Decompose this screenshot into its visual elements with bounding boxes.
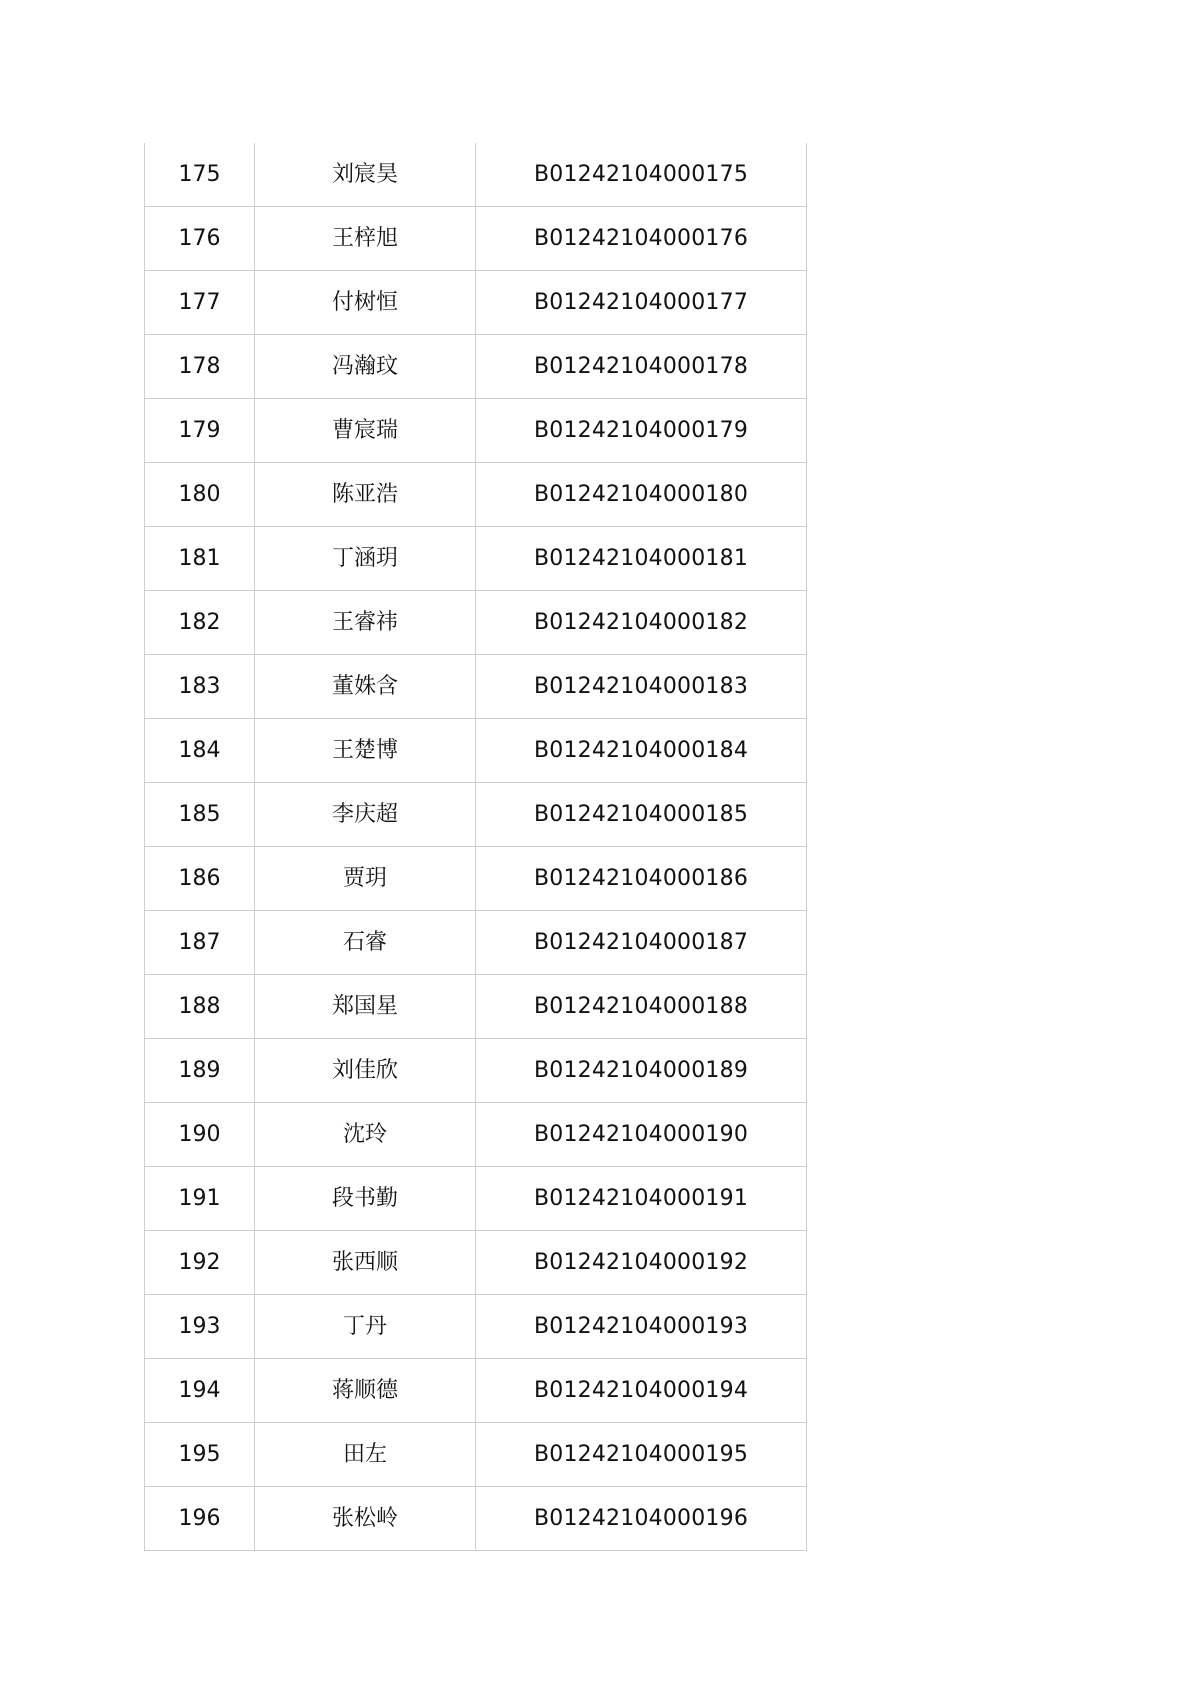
student-name-cell: 田左 [255,1423,476,1487]
student-id-cell: B01242104000180 [476,463,807,527]
row-number-cell: 185 [145,783,255,847]
student-id-cell: B01242104000195 [476,1423,807,1487]
student-id-cell: B01242104000175 [476,143,807,207]
row-number-cell: 177 [145,271,255,335]
table-row [145,719,807,783]
table-row [145,399,807,463]
table-row [145,1103,807,1167]
table-row [145,591,807,655]
row-number-cell: 189 [145,1039,255,1103]
student-id-cell: B01242104000181 [476,527,807,591]
student-id-cell: B01242104000183 [476,655,807,719]
table-row [145,655,807,719]
row-number-cell: 187 [145,911,255,975]
student-name-cell: 陈亚浩 [255,463,476,527]
student-name-cell: 丁丹 [255,1295,476,1359]
table-row [145,1487,807,1551]
student-name-cell: 董姝含 [255,655,476,719]
student-name-cell: 刘佳欣 [255,1039,476,1103]
student-id-cell: B01242104000189 [476,1039,807,1103]
table-row [145,463,807,527]
table-row [145,1231,807,1295]
student-name-cell: 王梓旭 [255,207,476,271]
student-name-cell: 段书勤 [255,1167,476,1231]
student-name-cell: 冯瀚玟 [255,335,476,399]
row-number-cell: 190 [145,1103,255,1167]
student-id-cell: B01242104000192 [476,1231,807,1295]
roster-table [144,143,807,1551]
student-name-cell: 石睿 [255,911,476,975]
row-number-cell: 179 [145,399,255,463]
student-name-cell: 沈玲 [255,1103,476,1167]
student-id-cell: B01242104000184 [476,719,807,783]
table-row [145,1167,807,1231]
row-number-cell: 176 [145,207,255,271]
student-id-cell: B01242104000176 [476,207,807,271]
table-row [145,271,807,335]
student-id-cell: B01242104000190 [476,1103,807,1167]
student-id-cell: B01242104000187 [476,911,807,975]
student-name-cell: 王楚博 [255,719,476,783]
table-row [145,975,807,1039]
table-row [145,1039,807,1103]
student-name-cell: 王睿祎 [255,591,476,655]
row-number-cell: 193 [145,1295,255,1359]
student-name-cell: 贾玥 [255,847,476,911]
row-number-cell: 178 [145,335,255,399]
row-number-cell: 194 [145,1359,255,1423]
table-row [145,527,807,591]
table-row [145,143,807,207]
table-row [145,783,807,847]
row-number-cell: 184 [145,719,255,783]
table-row [145,207,807,271]
row-number-cell: 182 [145,591,255,655]
student-id-cell: B01242104000185 [476,783,807,847]
row-number-cell: 180 [145,463,255,527]
row-number-cell: 191 [145,1167,255,1231]
student-id-cell: B01242104000178 [476,335,807,399]
table-row [145,1423,807,1487]
table-row [145,335,807,399]
student-name-cell: 丁涵玥 [255,527,476,591]
student-name-cell: 李庆超 [255,783,476,847]
student-name-cell: 曹宸瑞 [255,399,476,463]
student-name-cell: 蒋顺德 [255,1359,476,1423]
table-row [145,847,807,911]
table-row [145,911,807,975]
row-number-cell: 181 [145,527,255,591]
student-id-cell: B01242104000196 [476,1487,807,1551]
roster-table-body [145,143,807,1551]
student-id-cell: B01242104000182 [476,591,807,655]
row-number-cell: 186 [145,847,255,911]
row-number-cell: 183 [145,655,255,719]
row-number-cell: 175 [145,143,255,207]
student-id-cell: B01242104000191 [476,1167,807,1231]
table-row [145,1295,807,1359]
table-row [145,1359,807,1423]
student-id-cell: B01242104000188 [476,975,807,1039]
row-number-cell: 195 [145,1423,255,1487]
row-number-cell: 196 [145,1487,255,1551]
row-number-cell: 192 [145,1231,255,1295]
student-id-cell: B01242104000186 [476,847,807,911]
row-number-cell: 188 [145,975,255,1039]
student-id-cell: B01242104000193 [476,1295,807,1359]
student-name-cell: 付树恒 [255,271,476,335]
student-name-cell: 刘宸昊 [255,143,476,207]
student-name-cell: 张松岭 [255,1487,476,1551]
student-name-cell: 张西顺 [255,1231,476,1295]
student-id-cell: B01242104000194 [476,1359,807,1423]
student-name-cell: 郑国星 [255,975,476,1039]
student-id-cell: B01242104000179 [476,399,807,463]
student-id-cell: B01242104000177 [476,271,807,335]
